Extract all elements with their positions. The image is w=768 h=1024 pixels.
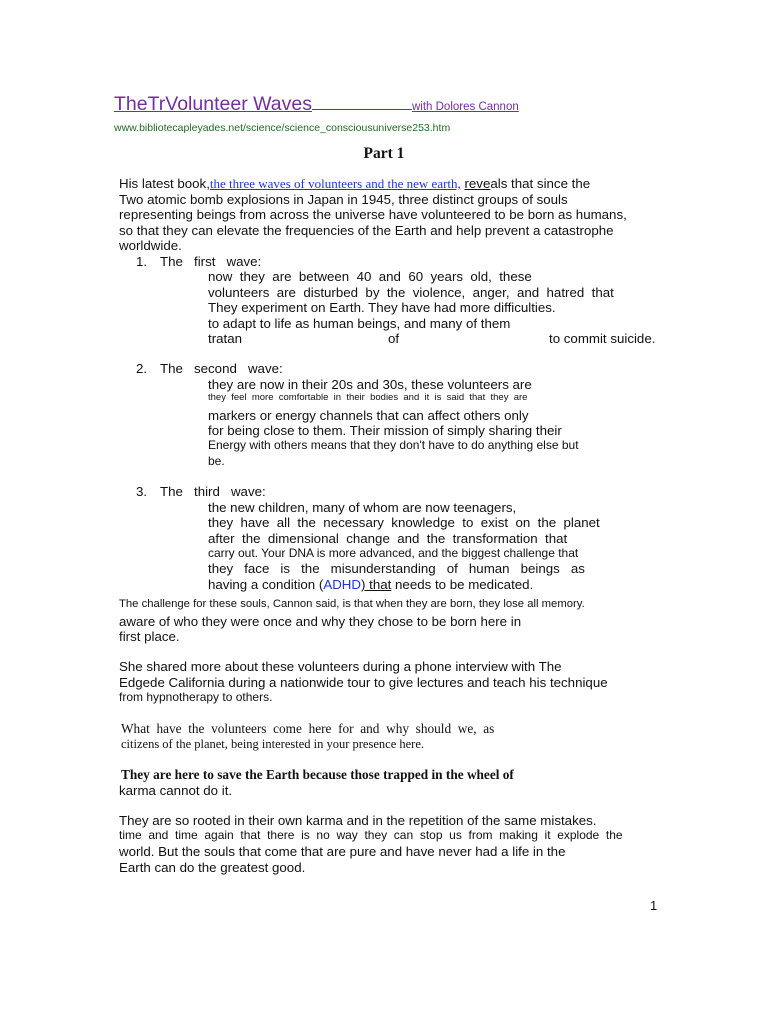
- wave-last-pre: having a condition (: [208, 577, 324, 592]
- paragraph-line: so that they can elevate the frequencies of the Earth and help prevent a catastrophe: [119, 223, 614, 238]
- wave-text-line: Energy with others means that they don't have to do anything else but: [208, 438, 579, 452]
- wave-split-word: of: [388, 331, 400, 346]
- wave-text-line: the new children, many of whom are now teenagers,: [208, 500, 517, 515]
- paragraph-line: aware of who they were once and why they chose to be born here in: [119, 614, 522, 629]
- wave-text-line: be.: [208, 454, 225, 468]
- intro-first-line: [119, 176, 590, 191]
- wave-last-underlined: ) that: [361, 577, 392, 592]
- paragraph-line: representing beings from across the universe have volunteered to be born as humans,: [119, 207, 627, 222]
- wave-text-line: they face is the misunderstanding of human beings as: [208, 561, 585, 576]
- wave-last-line: [208, 577, 533, 592]
- paragraph-line: She shared more about these volunteers during a phone interview with The: [119, 659, 562, 674]
- wave-split-word: to commit suicide.: [549, 331, 656, 346]
- source-url[interactable]: www.bibliotecapleyades.net/science/science_consciousuniverse253.htm: [114, 122, 451, 134]
- wave-text-line: for being close to them. Their mission of simply sharing their: [208, 423, 562, 438]
- challenge-small-line: The challenge for these souls, Cannon said, is that when they are born, they lose all memory.: [119, 598, 585, 610]
- page-number: 1: [650, 898, 658, 913]
- list-number: 1.: [136, 254, 148, 269]
- book-title-link[interactable]: the three waves of volunteers and the new earth,: [209, 176, 461, 191]
- wave-text-line: after the dimensional change and the transformation that: [208, 531, 568, 546]
- intro-continuation: als that since the: [490, 176, 591, 191]
- answer-line: karma cannot do it.: [119, 783, 233, 798]
- wave-text-line: they have all the necessary knowledge to exist on the planet: [208, 515, 600, 530]
- paragraph-line: Earth can do the greatest good.: [119, 860, 306, 875]
- paragraph-line: Edgede California during a nationwide tour to give lectures and teach his technique: [119, 675, 608, 690]
- paragraph-line: time and time again that there is no way they can stop us from making it explode the: [119, 828, 623, 842]
- adhd-link[interactable]: ADHD: [323, 577, 362, 592]
- wave-small-line: they feel more comfortable in their bodies and it is said that they are: [208, 392, 528, 403]
- wave-heading: The first wave:: [160, 254, 262, 269]
- paragraph-line: worldwide.: [119, 238, 182, 253]
- wave-heading: The third wave:: [160, 484, 266, 499]
- list-number: 2.: [136, 361, 148, 376]
- wave-last-post: needs to be medicated.: [391, 577, 534, 592]
- wave-text-line: now they are between 40 and 60 years old, these: [208, 269, 532, 284]
- author-credit-link[interactable]: with Dolores Cannon: [411, 101, 519, 113]
- paragraph-line: They are so rooted in their own karma and in the repetition of the same mistakes.: [119, 813, 597, 828]
- wave-text-line: to adapt to life as human beings, and many of them: [208, 316, 511, 331]
- answer-bold-line: They are here to save the Earth because those trapped in the wheel of: [121, 767, 514, 782]
- part-heading: Part 1: [363, 145, 405, 162]
- document-title-line: [114, 93, 519, 117]
- wave-text-line: markers or energy channels that can affect others only: [208, 408, 529, 423]
- wave-text-line: They experiment on Earth. They have had more difficulties.: [208, 300, 556, 315]
- intro-underlined-fragment: reve: [464, 176, 491, 191]
- paragraph-line: world. But the souls that come that are pure and have never had a life in the: [119, 844, 566, 859]
- wave-text-line: they are now in their 20s and 30s, these volunteers are: [208, 377, 532, 392]
- intro-lead: His latest book,: [119, 176, 210, 191]
- paragraph-line: from hypnotherapy to others.: [119, 690, 273, 704]
- question-line: citizens of the planet, being interested in your presence here.: [121, 737, 425, 751]
- wave-text-line: volunteers are disturbed by the violence, anger, and hatred that: [208, 285, 614, 300]
- document-title: TheTrVolunteer Waves: [114, 93, 312, 115]
- question-line: What have the volunteers come here for and why should we, as: [121, 721, 495, 736]
- wave-split-word: tratan: [208, 331, 243, 346]
- wave-heading: The second wave:: [160, 361, 283, 376]
- list-number: 3.: [136, 484, 148, 499]
- paragraph-line: Two atomic bomb explosions in Japan in 1945, three distinct groups of souls: [119, 192, 568, 207]
- title-underline-gap: [312, 108, 412, 110]
- wave-text-line: carry out. Your DNA is more advanced, and the biggest challenge that: [208, 546, 579, 560]
- paragraph-line: first place.: [119, 629, 180, 644]
